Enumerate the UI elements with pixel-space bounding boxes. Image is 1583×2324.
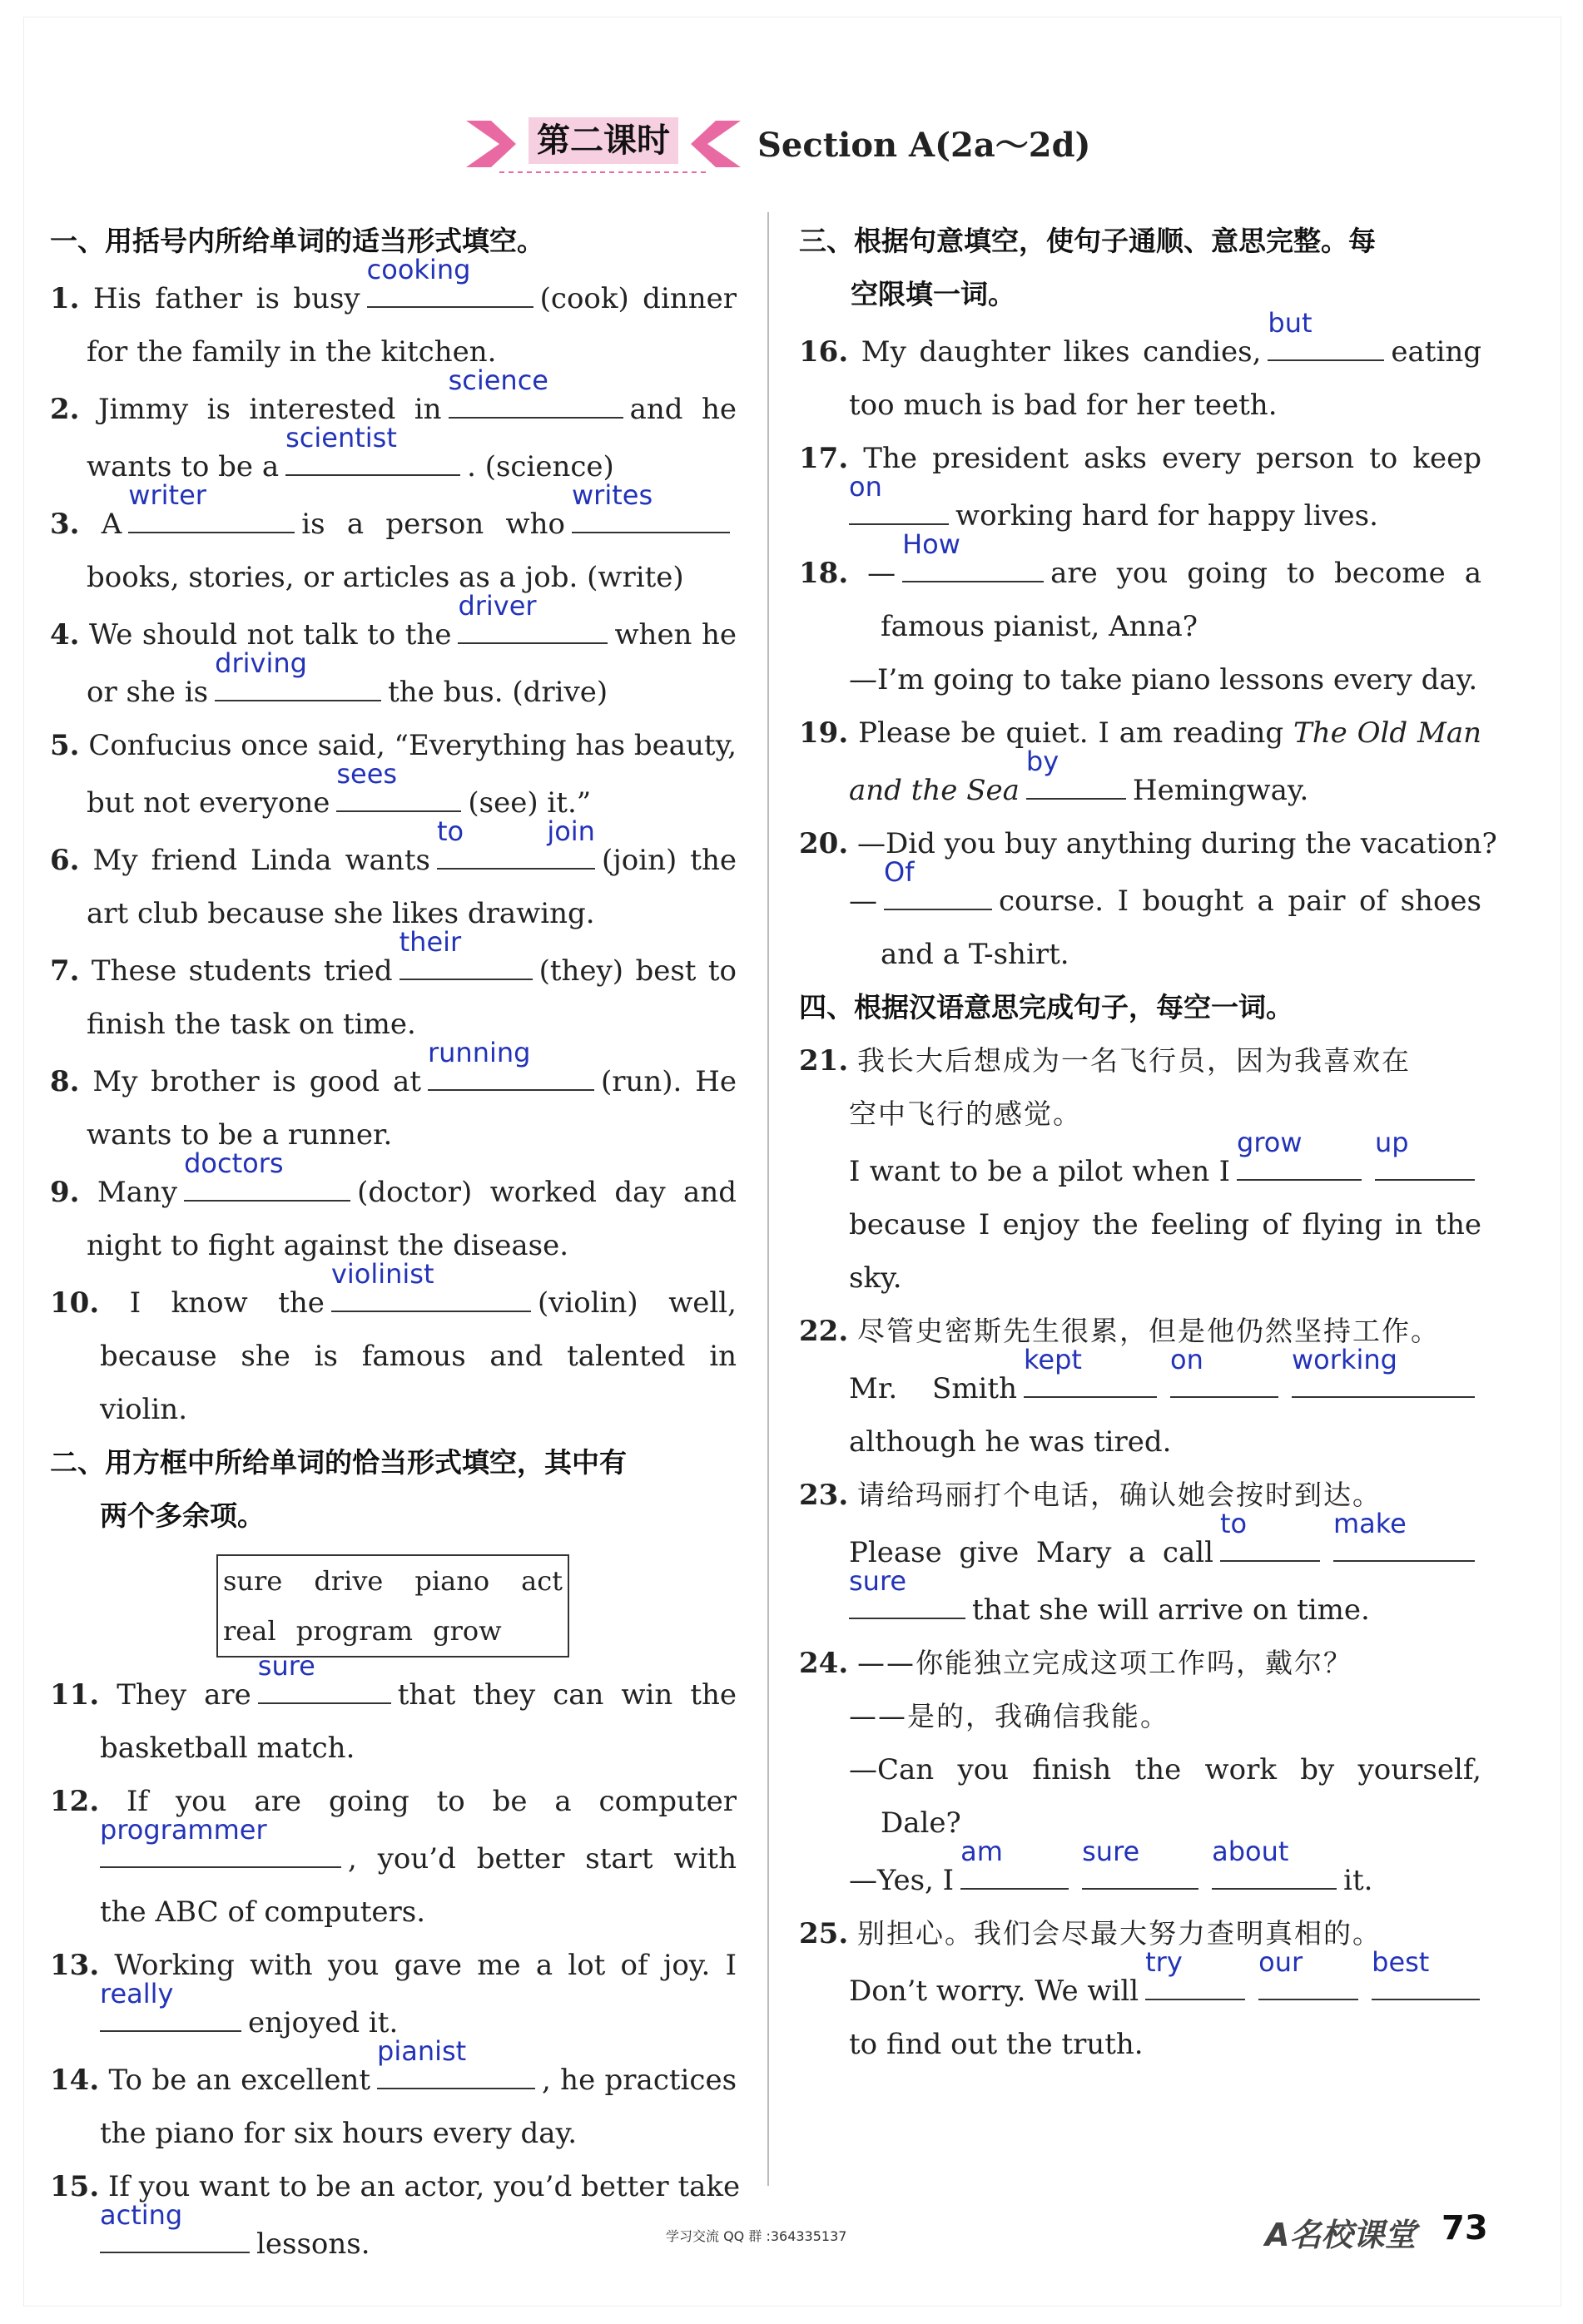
answer-text: driving [215, 647, 307, 679]
answer-blank[interactable] [458, 590, 608, 644]
answer-blank[interactable] [184, 1147, 350, 1202]
q-text: is a person who [301, 508, 565, 541]
q-text: and he [629, 393, 737, 426]
q-text: wants to be a [87, 450, 280, 483]
word-box [216, 1554, 569, 1658]
q-text: the bus. (drive) [388, 676, 608, 709]
question-12 [50, 1775, 737, 1939]
answer-blank[interactable] [436, 815, 595, 870]
answer-blank[interactable] [100, 1814, 341, 1868]
q-text: too much is bad for her teeth. [849, 389, 1278, 422]
part2-heading: 二、用方框中所给单词的恰当形式填空，其中有 [50, 1446, 627, 1479]
banner-right-arrow [691, 121, 741, 167]
question-18 [799, 528, 1481, 706]
q-number: 11. [50, 1678, 100, 1712]
q-number: 14. [50, 2064, 100, 2097]
q-number: 3. [50, 508, 80, 541]
question-14 [50, 2035, 737, 2160]
banner-left-arrow [466, 121, 516, 167]
q-text: enjoyed it. [248, 2006, 399, 2039]
q-text: Dale? [881, 1806, 961, 1840]
page-number: 73 [1442, 2209, 1488, 2247]
answer-text: up [1375, 1127, 1409, 1158]
answer-text: pianist [377, 2035, 467, 2067]
q-text: or she is [87, 676, 209, 709]
q-text: (run). He [600, 1065, 737, 1098]
answer-text: on [1170, 1344, 1203, 1375]
lesson-title: 第二课时 [528, 117, 678, 164]
answer-text: try [1145, 1946, 1183, 1978]
question-5 [50, 719, 737, 830]
answer-text: cooking [366, 254, 471, 285]
answer-blank[interactable] [849, 1565, 965, 1619]
question-23 [799, 1469, 1481, 1637]
answer-text: grow [1237, 1127, 1303, 1158]
answer-blank[interactable] [1145, 1946, 1245, 2000]
q-text: wants to be a runner. [87, 1118, 393, 1152]
answer-text: driver [458, 590, 537, 622]
answer-blank[interactable] [1258, 1946, 1358, 2000]
q-text: for the family in the kitchen. [87, 335, 497, 369]
answer-text: to [1220, 1508, 1248, 1539]
answer-text: scientist [285, 422, 397, 453]
q-number: 8. [50, 1065, 80, 1098]
q-text: Please give Mary a call [849, 1536, 1213, 1569]
q-text: (see) it.” [468, 786, 592, 820]
answer-blank[interactable] [128, 479, 295, 533]
answer-text: sure [257, 1650, 315, 1682]
answer-blank[interactable] [100, 2199, 250, 2253]
q-text: . (science) [467, 450, 614, 483]
answer-text: best [1372, 1946, 1430, 1978]
answer-blank[interactable] [1220, 1508, 1320, 1562]
q-number: 2. [50, 393, 80, 426]
question-8 [50, 1037, 737, 1162]
qq-group-note: 学习交流 QQ 群 :364335137 [666, 2228, 847, 2244]
q-text: when he [614, 618, 737, 652]
q-number: 9. [50, 1176, 80, 1209]
answer-text: violinist [330, 1258, 434, 1290]
q-text: books, stories, or articles as a job. (write) [87, 561, 684, 594]
answer-blank[interactable] [1268, 307, 1384, 361]
answer-blank[interactable] [399, 926, 533, 980]
answer-text: doctors [184, 1147, 284, 1179]
q-text: Jimmy is interested in [97, 393, 442, 426]
question-3 [50, 479, 737, 604]
answer-text: to join [436, 815, 595, 847]
q-text: , you’d better start with [348, 1842, 737, 1876]
answer-text: but [1268, 307, 1313, 339]
answer-text: writer [128, 479, 206, 511]
q-number: 19. [799, 716, 849, 750]
part3-heading: 三、根据句意填空，使句子通顺、意思完整。每 [799, 225, 1376, 257]
answer-text: working [1292, 1344, 1397, 1375]
book-title: and the Sea [849, 774, 1020, 807]
q-text: I know the [129, 1286, 325, 1320]
q-text: We should not talk to the [89, 618, 452, 652]
answer-blank[interactable] [427, 1037, 594, 1091]
answer-blank[interactable] [884, 856, 992, 910]
q-text: it. [1343, 1864, 1373, 1897]
chinese-prompt: ——是的，我确信我能。 [849, 1700, 1169, 1732]
q-text: His father is busy [92, 282, 360, 315]
answer-blank[interactable] [100, 1978, 241, 2032]
chinese-prompt: 别担心。我们会尽最大努力查明真相的。 [856, 1917, 1382, 1950]
q-text: (violin) well, [537, 1286, 737, 1320]
q-text: Confucius once said, “Everything has beauty, [88, 729, 737, 762]
q-number: 21. [799, 1044, 849, 1078]
q-text: My daughter likes candies, [861, 335, 1262, 369]
q-text: the ABC of computers. [100, 1895, 426, 1929]
question-10 [50, 1258, 737, 1436]
answer-blank[interactable] [1372, 1946, 1480, 2000]
question-22 [799, 1305, 1481, 1469]
answer-text: sees [336, 758, 398, 790]
answer-blank[interactable] [572, 479, 730, 533]
part1-heading: 一、用括号内所给单词的适当形式填空。 [50, 225, 544, 257]
word-box-row: real program grow [223, 1615, 502, 1647]
q-number: 1. [50, 282, 80, 315]
answer-blank[interactable] [1170, 1344, 1278, 1398]
answer-blank[interactable] [377, 2035, 535, 2089]
q-text: A [101, 508, 122, 541]
q-number: 15. [50, 2170, 100, 2203]
q-text: My brother is good at [92, 1065, 421, 1098]
chinese-prompt: 空中飞行的感觉。 [849, 1098, 1082, 1130]
q-text: To be an excellent [108, 2064, 371, 2097]
question-13 [50, 1939, 737, 2049]
answer-blank[interactable] [285, 422, 460, 476]
question-4 [50, 590, 737, 719]
q-number: 23. [799, 1479, 849, 1512]
part4-heading: 四、根据汉语意思完成句子，每空一词。 [799, 991, 1293, 1023]
answer-blank[interactable] [1025, 746, 1126, 800]
question-11 [50, 1650, 737, 1775]
q-text: —I’m going to take piano lessons every day. [849, 663, 1478, 696]
q-number: 5. [50, 729, 80, 762]
answer-text: about [1212, 1836, 1289, 1867]
q-text: The president asks every person to keep [863, 442, 1481, 475]
answer-text: their [399, 926, 462, 958]
q-text: (they) best to [538, 954, 737, 988]
q-text: — [867, 557, 896, 590]
q-text: art club because she likes drawing. [87, 897, 595, 930]
q-number: 16. [799, 335, 849, 369]
q-text: (join) the [601, 844, 737, 877]
brand-logo: A名校课堂 [1265, 2217, 1417, 2253]
q-text: and a T-shirt. [881, 938, 1069, 971]
q-text: Mr. Smith [849, 1372, 1017, 1405]
chinese-prompt: 请给玛丽打个电话，确认她会按时到达。 [856, 1479, 1382, 1511]
answer-blank[interactable] [960, 1836, 1069, 1890]
q-number: 6. [50, 844, 80, 877]
q-text: My friend Linda wants [92, 844, 430, 877]
q-text: (doctor) worked day and [357, 1176, 737, 1209]
q-text: the piano for six hours every day. [100, 2117, 578, 2150]
question-17 [799, 432, 1481, 543]
q-text: famous pianist, Anna? [881, 610, 1198, 643]
question-25 [799, 1907, 1481, 2071]
question-20 [799, 817, 1497, 981]
right-column [799, 215, 1497, 2071]
q-text: Hemingway. [1132, 774, 1309, 807]
chinese-prompt: 尽管史密斯先生很累，但是他仍然坚持工作。 [856, 1315, 1440, 1347]
section-title: Section A(2a～2d) [757, 126, 1091, 165]
answer-text: sure [1082, 1836, 1140, 1867]
answer-text: our [1258, 1946, 1303, 1978]
answer-text: kept [1024, 1344, 1082, 1375]
answer-text: Of [884, 856, 915, 888]
answer-text: science [448, 364, 548, 396]
answer-blank[interactable] [215, 647, 381, 701]
answer-text: running [427, 1037, 531, 1068]
question-1 [50, 254, 737, 379]
question-16 [799, 307, 1481, 432]
q-text: eating [1391, 335, 1481, 369]
q-text: Don’t worry. We will [849, 1975, 1139, 2008]
q-text: They are [117, 1678, 251, 1712]
answer-blank[interactable] [366, 254, 533, 308]
answer-blank[interactable] [1375, 1127, 1475, 1181]
question-2 [50, 364, 737, 493]
q-text: finish the task on time. [87, 1008, 416, 1041]
answer-blank[interactable] [902, 528, 1044, 582]
q-text: , he practices [542, 2064, 737, 2097]
q-text: night to fight against the disease. [87, 1229, 568, 1262]
left-column [50, 215, 741, 2271]
answer-blank[interactable] [1333, 1508, 1475, 1562]
q-number: 24. [799, 1647, 849, 1680]
question-9 [50, 1147, 737, 1272]
q-text: If you are going to be a computer [127, 1785, 737, 1818]
answer-text: am [960, 1836, 1003, 1867]
answer-blank[interactable] [257, 1650, 391, 1704]
answer-text: acting [100, 2199, 183, 2231]
answer-text: by [1025, 746, 1059, 777]
answer-blank[interactable] [1024, 1344, 1157, 1398]
q-text: violin. [100, 1393, 188, 1426]
question-24 [799, 1637, 1481, 1907]
q-text: sky. [849, 1261, 902, 1295]
part3-heading-cont: 空限填一词。 [851, 278, 1015, 310]
book-title: The Old Man [1293, 716, 1482, 750]
q-text: although he was tired. [849, 1425, 1172, 1459]
q-number: 4. [50, 618, 80, 652]
q-number: 12. [50, 1785, 100, 1818]
q-text: These students tried [91, 954, 393, 988]
chinese-prompt: 我长大后想成为一名飞行员，因为我喜欢在 [856, 1044, 1411, 1077]
q-text: that they can win the [397, 1678, 737, 1712]
answer-text: on [849, 471, 882, 503]
q-number: 7. [50, 954, 80, 988]
question-7 [50, 926, 737, 1051]
part2-heading-cont: 两个多余项。 [100, 1499, 265, 1532]
q-number: 22. [799, 1315, 849, 1348]
q-text: basketball match. [100, 1732, 355, 1765]
chinese-prompt: ——你能独立完成这项工作吗，戴尔？ [856, 1647, 1352, 1679]
answer-blank[interactable] [1082, 1836, 1198, 1890]
q-text: to find out the truth. [849, 2028, 1144, 2061]
answer-blank[interactable] [1237, 1127, 1362, 1181]
q-text: —Yes, I [849, 1864, 955, 1897]
answer-text: sure [849, 1565, 907, 1597]
q-text: If you want to be an actor, you’d better take [107, 2170, 741, 2203]
q-text: I want to be a pilot when I [849, 1155, 1230, 1188]
question-6 [50, 815, 737, 940]
q-text: course. I bought a pair of shoes [999, 885, 1481, 918]
q-number: 10. [50, 1286, 100, 1320]
q-number: 13. [50, 1949, 100, 1982]
question-19 [799, 706, 1481, 817]
answer-text: How [902, 528, 960, 560]
answer-text: make [1333, 1508, 1407, 1539]
answer-blank[interactable] [849, 471, 949, 525]
q-text: but not everyone [87, 786, 330, 820]
lesson-header [466, 112, 1132, 179]
question-15 [50, 2160, 741, 2271]
answer-blank[interactable] [1212, 1836, 1337, 1890]
answer-blank[interactable] [336, 758, 461, 812]
q-text: that she will arrive on time. [972, 1593, 1370, 1627]
q-text: because she is famous and talented in [100, 1340, 737, 1373]
q-text: (cook) dinner [539, 282, 737, 315]
question-21 [799, 1034, 1481, 1305]
word-box-row: sure drive piano act [223, 1565, 563, 1597]
column-divider [767, 212, 769, 2186]
answer-text: programmer [100, 1814, 267, 1846]
answer-blank[interactable] [330, 1258, 531, 1312]
q-text: because I enjoy the feeling of flying in the [849, 1208, 1481, 1241]
answer-text: writes [572, 479, 653, 511]
q-text: lessons. [256, 2227, 370, 2261]
q-text: working hard for happy lives. [955, 499, 1378, 533]
answer-blank[interactable] [448, 364, 623, 419]
q-number: 25. [799, 1917, 849, 1950]
q-text: —Can you finish the work by yourself, [849, 1753, 1481, 1786]
q-text: Working with you gave me a lot of joy. I [114, 1949, 737, 1982]
q-text: are you going to become a [1050, 557, 1481, 590]
q-text: Many [97, 1176, 178, 1209]
q-number: 17. [799, 442, 849, 475]
answer-text: really [100, 1978, 174, 2009]
q-text: — [849, 885, 877, 918]
q-text: Please be quiet. I am reading [858, 716, 1284, 750]
answer-blank[interactable] [1292, 1344, 1475, 1398]
q-text: —Did you buy anything during the vacation? [856, 827, 1497, 860]
q-number: 18. [799, 557, 849, 590]
q-number: 20. [799, 827, 849, 860]
